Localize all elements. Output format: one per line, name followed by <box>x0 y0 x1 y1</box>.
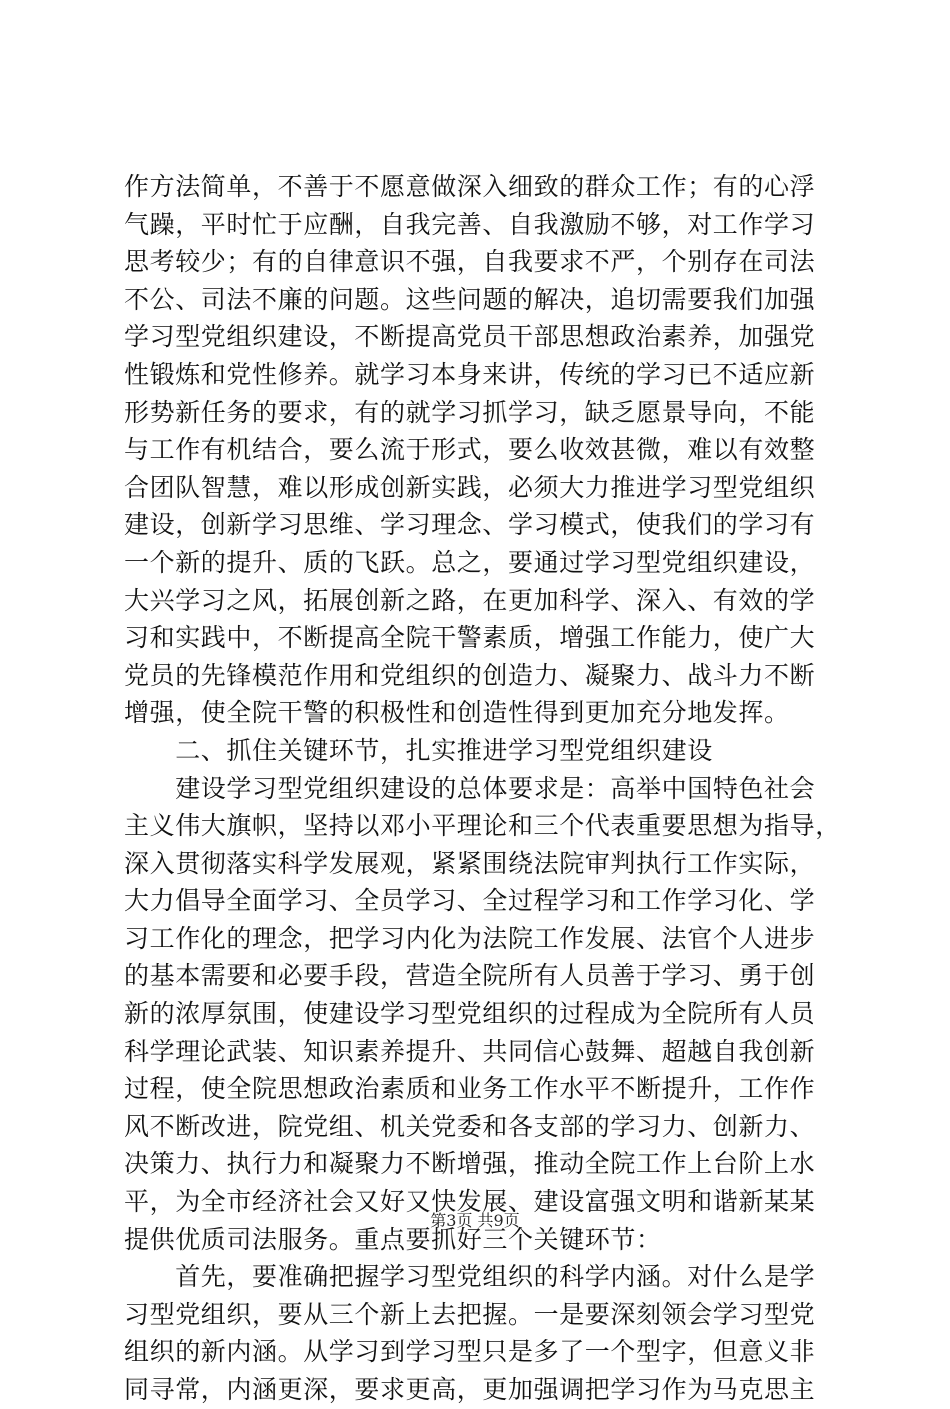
text-line: 二、抓住关键环节，扎实推进学习型党组织建设 <box>124 735 713 765</box>
text-line: 形势新任务的要求，有的就学习抓学习，缺乏愿景导向，不能 <box>124 397 816 427</box>
text-line: 合团队智慧，难以形成创新实践，必须大力推进学习型党组织 <box>124 472 816 502</box>
text-line: 的基本需要和必要手段，营造全院所有人员善于学习、勇于创 <box>124 961 816 991</box>
text-line: 建设学习型党组织建设的总体要求是：高举中国特色社会 <box>124 773 816 803</box>
text-line: 科学理论武装、知识素养提升、共同信心鼓舞、超越自我创新 <box>124 1036 816 1066</box>
text-line: 不公、司法不廉的问题。这些问题的解决，追切需要我们加强 <box>124 284 816 314</box>
text-line: 大力倡导全面学习、全员学习、全过程学习和工作学习化、学 <box>124 886 816 916</box>
text-line: 建设，创新学习思维、学习理念、学习模式，使我们的学习有 <box>124 510 816 540</box>
text-line: 增强，使全院干警的积极性和创造性得到更加充分地发挥。 <box>124 698 790 728</box>
text-line: 大兴学习之风，拓展创新之路，在更加科学、深入、有效的学 <box>124 585 816 615</box>
text-line: 首先，要准确把握学习型党组织的科学内涵。对什么是学 <box>124 1262 816 1292</box>
text-line: 提供优质司法服务。重点要抓好三个关键环节： <box>124 1224 662 1254</box>
text-line: 性锻炼和党性修养。就学习本身来讲，传统的学习已不适应新 <box>124 359 816 389</box>
text-line: 思考较少；有的自律意识不强，自我要求不严，个别存在司法 <box>124 247 816 277</box>
text-line: 过程，使全院思想政治素质和业务工作水平不断提升，工作作 <box>124 1074 816 1104</box>
text-line: 新的浓厚氛围，使建设学习型党组织的过程成为全院所有人员 <box>124 999 816 1029</box>
text-line: 作方法简单，不善于不愿意做深入细致的群众工作；有的心浮 <box>124 172 816 201</box>
text-line: 平，为全市经济社会又好又快发展、建设富强文明和谐新某某 <box>124 1187 816 1217</box>
page-footer: 第3页 共9页 <box>430 1211 520 1230</box>
text-line: 习工作化的理念，把学习内化为法院工作发展、法官个人进步 <box>124 923 816 953</box>
text-line: 气躁，平时忙于应酬，自我完善、自我激励不够，对工作学习 <box>124 209 816 239</box>
text-line: 深入贯彻落实科学发展观，紧紧围绕法院审判执行工作实际， <box>124 848 816 878</box>
text-line: 决策力、执行力和凝聚力不断增强，推动全院工作上台阶上水 <box>124 1149 816 1179</box>
text-line: 组织的新内涵。从学习到学习型只是多了一个型字，但意义非 <box>124 1337 816 1367</box>
text-line: 同寻常，内涵更深，要求更高，更加强调把学习作为马克思主 <box>124 1375 816 1404</box>
text-line: 与工作有机结合，要么流于形式，要么收效甚微，难以有效整 <box>124 435 816 465</box>
text-line: 学习型党组织建设，不断提高党员干部思想政治素养，加强党 <box>124 322 816 352</box>
text-line: 风不断改进，院党组、机关党委和各支部的学习力、创新力、 <box>124 1111 816 1141</box>
text-line: 党员的先锋模范作用和党组织的创造力、凝聚力、战斗力不断 <box>124 660 816 690</box>
text-line: 主义伟大旗帜，坚持以邓小平理论和三个代表重要思想为指导， <box>124 811 841 841</box>
text-line: 习和实践中，不断提高全院干警素质，增强工作能力，使广大 <box>124 623 816 653</box>
text-line: 习型党组织，要从三个新上去把握。一是要深刻领会学习型党 <box>124 1299 816 1329</box>
text-line: 一个新的提升、质的飞跃。总之，要通过学习型党组织建设， <box>124 547 816 577</box>
